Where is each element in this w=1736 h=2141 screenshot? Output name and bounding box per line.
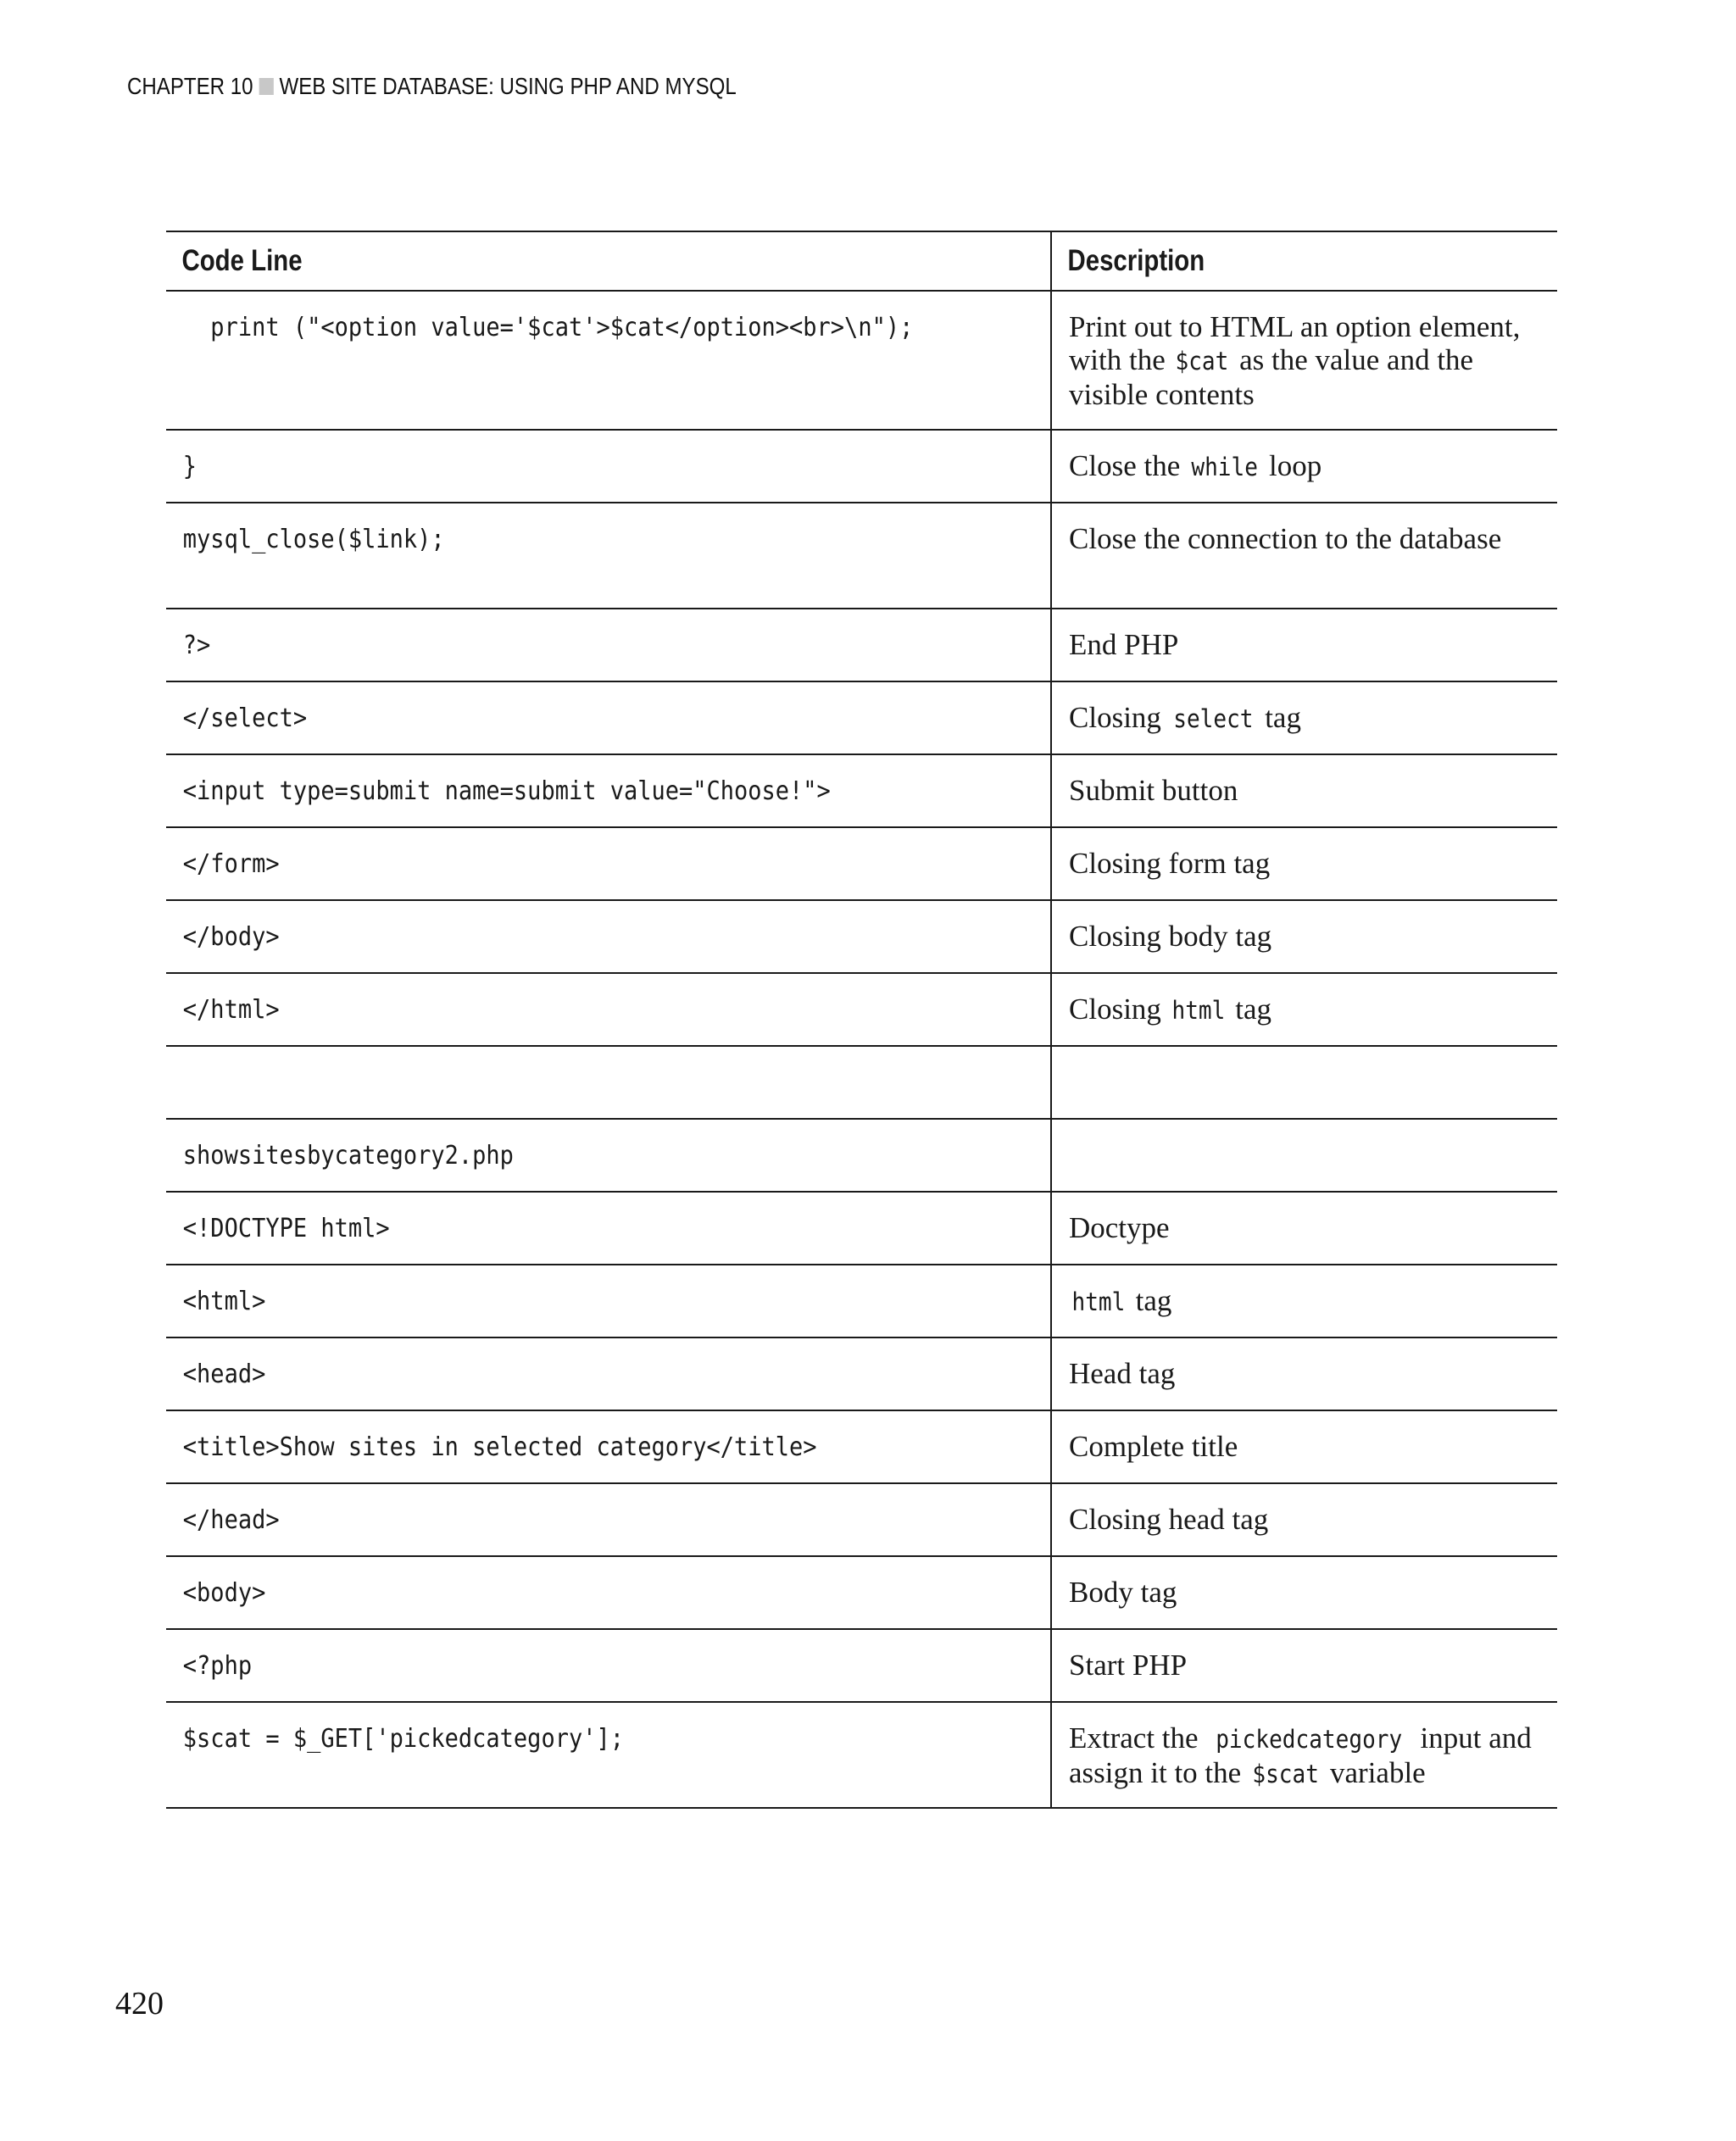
description-fragment: Closing body tag	[1069, 920, 1272, 953]
table-row	[166, 1337, 1557, 1410]
code-description-table-wrapper	[166, 231, 1557, 1809]
table-row	[166, 609, 1557, 681]
table-row	[166, 503, 1557, 609]
description-cell	[1051, 1629, 1557, 1702]
description-cell	[1051, 827, 1557, 900]
description-cell	[1051, 1119, 1557, 1192]
description-fragment: input and assign it to the	[1069, 1721, 1532, 1789]
code-line-text: <html>	[182, 1287, 266, 1316]
description-text	[1052, 682, 1557, 736]
description-fragment: Closing	[1069, 993, 1169, 1026]
description-text	[1052, 1338, 1557, 1390]
description-text	[1052, 1557, 1557, 1609]
description-fragment: loop	[1261, 449, 1322, 482]
description-cell	[1051, 430, 1557, 503]
table-row	[166, 973, 1557, 1046]
inline-code: select	[1172, 704, 1254, 733]
description-text	[1052, 431, 1557, 484]
code-line-text: showsitesbycategory2.php	[182, 1141, 514, 1171]
description-cell	[1051, 900, 1557, 973]
code-cell	[166, 973, 1051, 1046]
description-fragment: Start PHP	[1069, 1649, 1188, 1682]
description-cell	[1051, 681, 1557, 754]
table-row	[166, 1265, 1557, 1337]
code-line-text: <?php	[182, 1651, 253, 1681]
code-cell	[166, 291, 1051, 430]
code-line-text: <body>	[182, 1578, 266, 1608]
code-cell	[166, 609, 1051, 681]
code-cell	[166, 681, 1051, 754]
table-row	[166, 291, 1557, 430]
description-cell	[1051, 503, 1557, 609]
table-row	[166, 1119, 1557, 1192]
description-cell	[1051, 1483, 1557, 1556]
description-text	[1052, 1484, 1557, 1536]
description-cell	[1051, 973, 1557, 1046]
code-line-text: <head>	[182, 1360, 266, 1389]
description-cell	[1051, 1410, 1557, 1483]
description-fragment: tag	[1227, 993, 1272, 1026]
description-cell	[1051, 1702, 1557, 1808]
table-row	[166, 1046, 1557, 1119]
code-line-text: print ("<option value='$cat'>$cat</option><br>\n");	[182, 313, 914, 342]
table-row	[166, 1410, 1557, 1483]
code-cell	[166, 1192, 1051, 1265]
description-text	[1052, 503, 1557, 555]
table-row	[166, 430, 1557, 503]
description-text	[1052, 828, 1557, 880]
inline-code: pickedcategory	[1216, 1725, 1403, 1754]
header-description: Description	[1051, 231, 1557, 291]
code-cell	[166, 754, 1051, 827]
table-row	[166, 1629, 1557, 1702]
code-line-text: </html>	[182, 995, 280, 1025]
code-cell	[166, 1556, 1051, 1629]
code-line-text: }	[182, 452, 198, 481]
table-row	[166, 754, 1557, 827]
code-line-text: </body>	[182, 922, 280, 952]
description-cell	[1051, 1337, 1557, 1410]
description-fragment: Body tag	[1069, 1576, 1177, 1609]
separator-square-icon	[259, 78, 273, 95]
inline-code: while	[1191, 453, 1258, 481]
code-line-text: <title>Show sites in selected category</title>	[182, 1432, 817, 1462]
inline-code: html	[1171, 996, 1226, 1025]
table-row	[166, 827, 1557, 900]
description-text	[1052, 901, 1557, 953]
code-line-text: ?>	[182, 631, 211, 660]
chapter-title: WEB SITE DATABASE: USING PHP AND MYSQL	[279, 73, 737, 99]
description-fragment: Complete title	[1069, 1430, 1238, 1463]
table-row	[166, 900, 1557, 973]
description-cell	[1051, 609, 1557, 681]
code-cell	[166, 1702, 1051, 1808]
description-fragment: variable	[1322, 1756, 1426, 1789]
description-cell	[1051, 1556, 1557, 1629]
description-cell	[1051, 1192, 1557, 1265]
description-fragment: tag	[1127, 1284, 1172, 1317]
table-row	[166, 1483, 1557, 1556]
code-line-text: </form>	[182, 849, 280, 879]
description-fragment: Closing	[1069, 701, 1169, 734]
description-text	[1052, 1047, 1557, 1065]
chapter-label: CHAPTER 10	[127, 73, 253, 99]
code-line-text: </head>	[182, 1505, 280, 1535]
description-fragment: Closing head tag	[1069, 1503, 1269, 1536]
code-cell	[166, 1629, 1051, 1702]
table-row	[166, 1192, 1557, 1265]
code-line-text: </select>	[182, 703, 308, 733]
code-line-text	[166, 1047, 962, 1067]
table-row	[166, 1702, 1557, 1808]
code-cell	[166, 1265, 1051, 1337]
description-cell	[1051, 1265, 1557, 1337]
code-line-text: <!DOCTYPE html>	[182, 1214, 390, 1243]
code-line-text: $scat = $_GET['pickedcategory'];	[182, 1724, 624, 1754]
description-text	[1052, 609, 1557, 661]
code-cell	[166, 900, 1051, 973]
description-text	[1052, 974, 1557, 1027]
code-cell	[166, 1410, 1051, 1483]
description-text	[1052, 1265, 1557, 1319]
code-cell	[166, 1337, 1051, 1410]
description-fragment: End PHP	[1069, 628, 1179, 661]
description-text	[1052, 755, 1557, 807]
description-fragment: Close the connection to the database	[1069, 522, 1502, 555]
code-cell	[166, 1046, 1051, 1119]
code-cell	[166, 1119, 1051, 1192]
description-cell	[1051, 1046, 1557, 1119]
description-fragment: Doctype	[1069, 1211, 1170, 1244]
table-body	[166, 291, 1557, 1808]
description-fragment: Head tag	[1069, 1357, 1176, 1390]
code-cell	[166, 827, 1051, 900]
description-cell	[1051, 754, 1557, 827]
description-cell	[1051, 291, 1557, 430]
description-fragment: as the value and the visible contents	[1069, 343, 1474, 411]
code-description-table	[166, 231, 1557, 1809]
description-fragment: Submit button	[1069, 774, 1238, 807]
code-cell	[166, 503, 1051, 609]
description-text	[1052, 292, 1557, 411]
description-text	[1052, 1703, 1557, 1791]
description-fragment: tag	[1257, 701, 1301, 734]
table-header-row	[166, 231, 1557, 291]
table-row	[166, 1556, 1557, 1629]
description-text	[1052, 1630, 1557, 1682]
running-head	[127, 73, 737, 100]
code-cell	[166, 1483, 1051, 1556]
page-number: 420	[115, 1986, 164, 2021]
description-fragment: Closing form tag	[1069, 847, 1271, 880]
description-text	[1052, 1120, 1557, 1138]
table-row	[166, 681, 1557, 754]
code-cell	[166, 430, 1051, 503]
description-text	[1052, 1411, 1557, 1463]
inline-code: $cat	[1175, 347, 1229, 375]
description-fragment: Print out to HTML an option element, with the	[1069, 310, 1521, 376]
header-code-line: Code Line	[166, 231, 1051, 291]
code-line-text: mysql_close($link);	[182, 525, 445, 554]
inline-code: html	[1071, 1287, 1126, 1316]
description-text	[1052, 1193, 1557, 1244]
description-fragment: Extract the	[1069, 1721, 1206, 1755]
code-line-text: <input type=submit name=submit value="Choose!">	[182, 776, 831, 806]
description-fragment: Close the	[1069, 449, 1188, 482]
inline-code: $scat	[1252, 1760, 1319, 1788]
